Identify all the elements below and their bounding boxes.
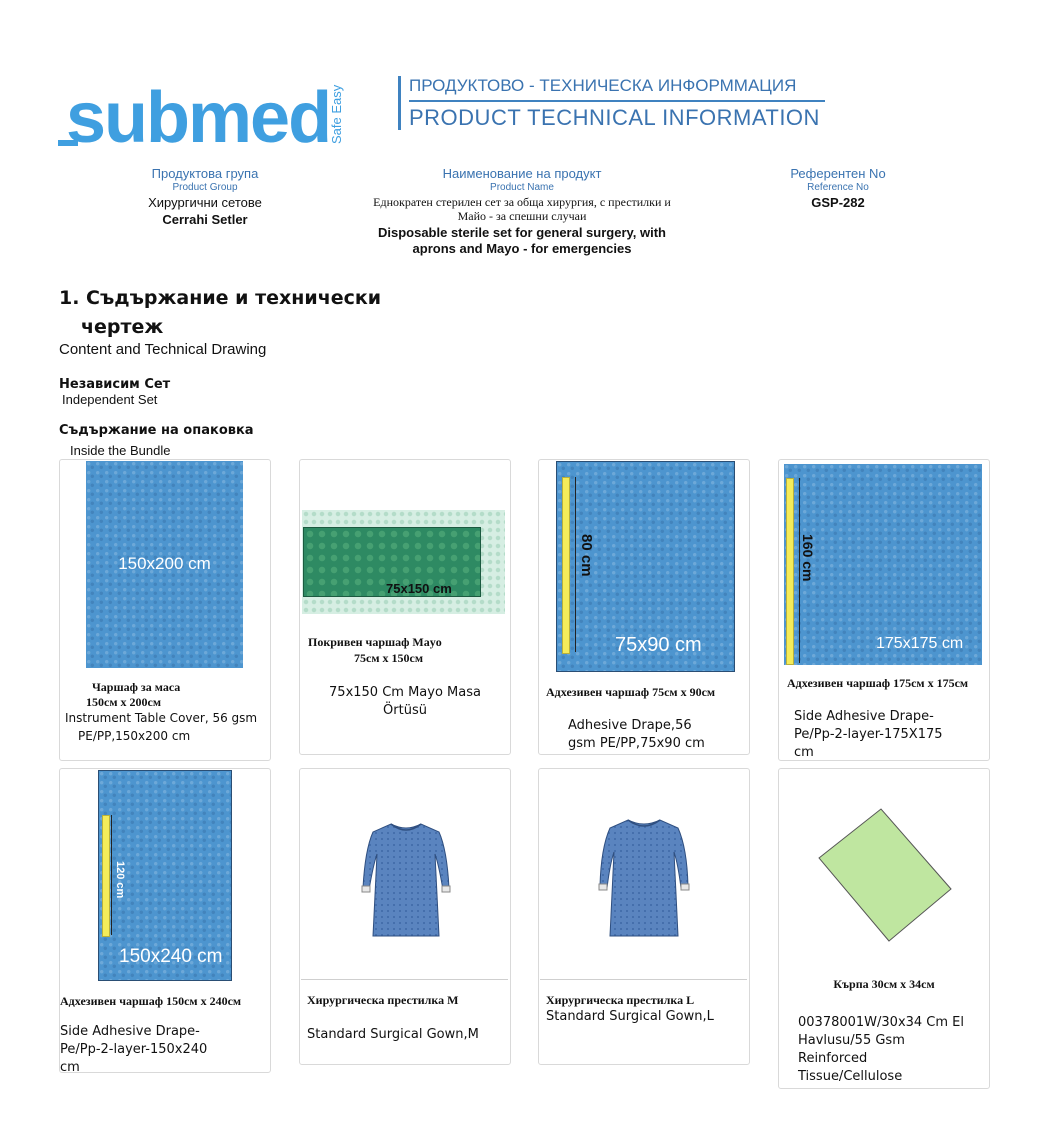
gown-l-image-frame (540, 770, 747, 980)
mayo-caption-en-2: Örtüsü (383, 703, 427, 718)
item-card-adhesive-175x175 (778, 459, 990, 761)
gown-m-caption-bg: Хирургическа престилка М (307, 993, 459, 1007)
product-group-label-en: Product Group (172, 182, 238, 193)
adhesive-175x175-caption-en-1: Side Adhesive Drape- (794, 709, 934, 724)
product-name-label-bg: Наименование на продукт (442, 166, 602, 181)
adhesive-150x240-size-label: 150x240 cm (119, 946, 223, 967)
adhesive-75x90-caption-en-1: Adhesive Drape,56 (568, 718, 692, 733)
towel-caption-bg: Кърпа 30см х 34см (833, 977, 935, 991)
adhesive-150x240-dimension: 120 cm (114, 861, 126, 899)
item-card-adhesive-75x90 (538, 459, 750, 755)
gown-m-caption-en: Standard Surgical Gown,M (307, 1027, 479, 1042)
gown-l-caption-en: Standard Surgical Gown,L (546, 1009, 714, 1024)
adhesive-150x240-image (98, 770, 232, 981)
adhesive-strip (102, 815, 110, 937)
title-en: PRODUCT TECHNICAL INFORMATION (409, 105, 820, 130)
logo-wordmark: submed (66, 78, 331, 152)
product-group-label-bg: Продуктова група (151, 166, 259, 181)
item-card-gown-m (299, 768, 511, 1065)
reference-label-en: Reference No (807, 182, 869, 193)
table-cover-caption-bg-1: Чаршаф за маса (92, 680, 181, 694)
set-label-en: Independent Set (62, 392, 158, 407)
mayo-caption-en-1: 75x150 Cm Mayo Masa (329, 685, 481, 700)
product-name-value-bg-1: Еднократен стерилен сет за обща хирургия, с престилки и (373, 195, 671, 209)
gown-l-caption-bg: Хирургическа престилка L (546, 993, 695, 1007)
adhesive-150x240-caption-en-2: Pe/Pp-2-layer-150x240 (60, 1042, 208, 1057)
towel-caption-en-4: Tissue/Cellulose (798, 1069, 903, 1084)
product-name (342, 166, 702, 257)
table-cover-image (86, 461, 243, 668)
item-card-adhesive-150x240 (59, 768, 271, 1073)
adhesive-strip (786, 478, 794, 665)
table-cover-caption-en-2: PE/PP,150x200 cm (78, 729, 191, 743)
section-title (59, 284, 381, 342)
adhesive-175x175-dimension: 160 cm (800, 534, 816, 582)
adhesive-75x90-dimension: 80 cm (578, 534, 595, 577)
section-title-line2: чертеж (81, 316, 164, 338)
table-cover-caption-bg-2: 150см х 200см (86, 695, 161, 709)
submed-logo (58, 72, 358, 152)
adhesive-strip (562, 477, 570, 654)
adhesive-75x90-caption-bg: Адхезивен чаршаф 75см х 90см (546, 685, 716, 699)
item-card-towel (778, 768, 990, 1089)
table-cover-size-label: 150x200 cm (118, 554, 211, 573)
towel-caption-en-1: 00378001W/30x34 Cm El (798, 1015, 965, 1030)
adhesive-75x90-caption-en-2: gsm PE/PP,75x90 cm (568, 736, 705, 751)
set-label-bg: Независим Сет (59, 377, 171, 392)
adhesive-150x240-caption-en-1: Side Adhesive Drape- (60, 1024, 200, 1039)
mayo-caption-bg-2: 75см х 150см (354, 651, 423, 665)
product-group-value-tr: Cerrahi Setler (162, 212, 248, 227)
towel-caption-en-3: Reinforced (798, 1051, 868, 1066)
reference-no (758, 166, 918, 210)
adhesive-75x90-image (556, 461, 735, 672)
item-card-table-cover (59, 459, 271, 761)
adhesive-175x175-caption-bg: Адхезивен чаршаф 175см х 175см (787, 676, 969, 690)
product-name-value-en-2: aprons and Mayo - for emergencies (412, 241, 632, 256)
towel-caption-en-2: Havlusu/55 Gsm (798, 1033, 905, 1048)
table-cover-caption-en-1: Instrument Table Cover, 56 gsm (65, 711, 258, 725)
mayo-size-label: 75x150 cm (386, 581, 452, 596)
dimension-arrow (111, 815, 112, 935)
product-name-label-en: Product Name (490, 182, 554, 193)
product-name-value-en-1: Disposable sterile set for general surgery, with (377, 225, 667, 240)
bundle-label-en: Inside the Bundle (70, 443, 171, 458)
adhesive-175x175-size-label: 175x175 cm (876, 635, 964, 652)
product-group-value-bg: Хирургични сетове (148, 195, 262, 210)
gown-m-icon (301, 770, 508, 979)
product-group (115, 166, 295, 227)
reference-label-bg: Референтен No (790, 166, 886, 181)
adhesive-150x240-caption-bg: Адхезивен чаршаф 150см х 240см (60, 994, 242, 1008)
product-name-value-bg-2: Майо - за спешни случаи (457, 209, 587, 223)
reference-value: GSP-282 (811, 195, 865, 210)
section-title-line1: 1. Съдържание и технически (59, 287, 382, 309)
dimension-arrow (575, 477, 576, 652)
adhesive-175x175-caption-en-3: cm (794, 745, 814, 760)
gown-m-image-frame (301, 770, 508, 980)
gown-l-icon (540, 770, 747, 979)
adhesive-175x175-image (784, 464, 982, 665)
towel-icon (809, 803, 959, 953)
adhesive-150x240-caption-en-3: cm (60, 1060, 80, 1075)
adhesive-175x175-caption-en-2: Pe/Pp-2-layer-175X175 (794, 727, 943, 742)
mayo-caption-bg-1: Покривен чаршаф Mayo (308, 635, 442, 649)
logo-tagline: Safe Easy (329, 84, 344, 144)
section-subtitle: Content and Technical Drawing (59, 341, 267, 358)
header-divider (398, 76, 401, 130)
adhesive-75x90-size-label: 75x90 cm (615, 634, 702, 656)
item-card-mayo-cover (299, 459, 511, 755)
item-card-gown-l (538, 768, 750, 1065)
bundle-label-bg: Съдържание на опаковка (59, 423, 254, 438)
mayo-cover-image (302, 510, 505, 614)
title-bg: ПРОДУКТОВО - ТЕХНИЧЕСКА ИНФОРММАЦИЯ (409, 76, 797, 95)
title-underline (409, 100, 825, 102)
